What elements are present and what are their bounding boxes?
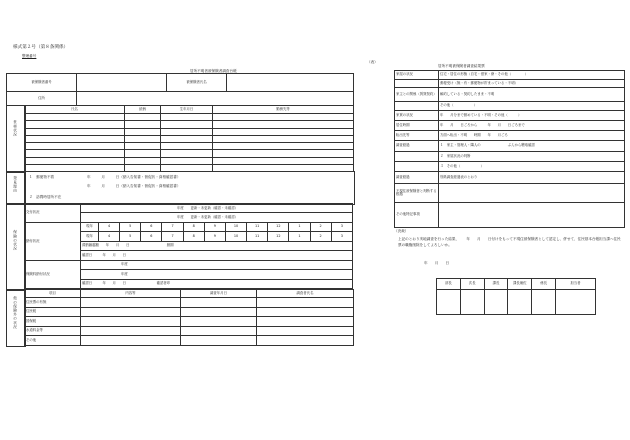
- current-year-label-1: 現年: [81, 222, 99, 231]
- status-table: [24, 203, 353, 289]
- other-cell[interactable]: [257, 317, 354, 327]
- insured-number-label: 被保険者番号: [7, 74, 77, 92]
- other-item-label: 住民票の有無: [25, 298, 81, 308]
- stamp-label: 部長: [437, 279, 461, 290]
- other-cell[interactable]: [257, 336, 354, 346]
- result-label: 家賃の状況: [395, 111, 439, 121]
- result-row: [395, 162, 625, 172]
- payment-label: 納付状況: [25, 222, 81, 260]
- result-value[interactable]: 方面へ転出・不明 時期 年 月ごろ: [439, 131, 625, 141]
- family-cell[interactable]: [25, 121, 125, 128]
- decision-date: 年 月 日: [424, 261, 450, 265]
- family-table: [24, 105, 354, 172]
- result-label: [395, 102, 439, 111]
- benefit-year-1: 年度: [81, 260, 353, 269]
- family-cell[interactable]: [125, 157, 161, 164]
- stamp-box[interactable]: [508, 290, 532, 315]
- result-value[interactable]: その他（ ）: [439, 102, 625, 111]
- result-row: [395, 152, 625, 162]
- stamp-box[interactable]: [460, 290, 484, 315]
- other-row: [25, 307, 354, 317]
- result-label: 不現住被保険者と判断する根拠: [395, 184, 439, 203]
- discovery-date-1: 年 月 日（納入告知書・督促状・資格確認書）: [87, 175, 181, 179]
- result-row: [395, 111, 625, 121]
- insured-number-value[interactable]: [77, 74, 167, 92]
- family-cell[interactable]: [213, 121, 354, 128]
- issue-year-1: 年度 更新・未更新（確認・未確認）: [81, 204, 353, 213]
- result-value[interactable]: [439, 203, 625, 228]
- month-cell: 3: [331, 222, 352, 231]
- discovery-section-box: [6, 171, 26, 205]
- other-cell[interactable]: [181, 336, 257, 346]
- family-cell[interactable]: [125, 143, 161, 150]
- month-cell: 10: [225, 232, 246, 241]
- family-cell[interactable]: [213, 157, 354, 164]
- discovery-date-2: 年 月 日（納入告知書・督促状・資格確認書）: [87, 184, 181, 188]
- result-value[interactable]: ３ その他（ ）: [439, 162, 625, 172]
- month-cell: 9: [204, 232, 225, 241]
- result-value[interactable]: 年 月分まで納めている・不明・その他（ ）: [439, 111, 625, 121]
- result-value[interactable]: 郵便受け（無・有・郵便物が貯まっている・不明）: [439, 80, 625, 88]
- result-value[interactable]: [439, 184, 625, 203]
- result-label: 調査経過: [395, 141, 439, 152]
- other-cell[interactable]: [181, 307, 257, 317]
- other-item-label: 国保税: [25, 317, 81, 327]
- family-row: [25, 157, 354, 164]
- other-item-label: 水道料金等: [25, 326, 81, 336]
- discovery-absent: ２ 訪問時居所不在: [29, 195, 62, 199]
- family-cell[interactable]: [213, 114, 354, 121]
- month-cell: 3: [331, 232, 352, 241]
- month-cell: 7: [162, 232, 183, 241]
- result-label: [395, 152, 439, 162]
- other-cell[interactable]: [257, 307, 354, 317]
- result-row: [395, 88, 625, 102]
- result-label: 居住時期: [395, 121, 439, 131]
- check-date-2: 確認日 年 月 日: [82, 281, 127, 286]
- result-label: 家屋の状況: [395, 71, 439, 80]
- family-row: [25, 143, 354, 150]
- family-cell[interactable]: [25, 143, 125, 150]
- result-label: 転出先等: [395, 131, 439, 141]
- result-value[interactable]: １ 家主・管理人・隣人の ぶんから聴取確認: [439, 141, 625, 152]
- family-row: [25, 121, 354, 128]
- result-row: [395, 203, 625, 228]
- arrears-row: [81, 241, 353, 250]
- family-section-label: 世帯状況: [13, 120, 18, 137]
- family-row: [25, 135, 354, 142]
- insured-header-table: [6, 73, 354, 106]
- month-cell: 8: [183, 222, 204, 231]
- other-col-item: 項目: [25, 290, 81, 298]
- other-cell[interactable]: [81, 336, 181, 346]
- result-value[interactable]: ２ 家屋状況の判断: [439, 152, 625, 162]
- stamp-table: [436, 278, 596, 315]
- other-row: [25, 336, 354, 346]
- other-cell[interactable]: [81, 326, 181, 336]
- family-cell[interactable]: [125, 121, 161, 128]
- result-label: その他特記事項: [395, 203, 439, 228]
- family-cell[interactable]: [161, 157, 213, 164]
- other-row: [25, 298, 354, 308]
- family-cell[interactable]: [25, 128, 125, 135]
- residence-value[interactable]: [77, 92, 354, 106]
- family-cell[interactable]: [125, 150, 161, 157]
- result-row: [395, 121, 625, 131]
- month-cell: 1: [289, 222, 310, 231]
- check-date-1: 確認日 年 月 日: [81, 251, 353, 260]
- month-cell: 10: [225, 222, 246, 231]
- result-row: [395, 71, 625, 80]
- result-label: 家主との関係（賃貸契約）: [395, 88, 439, 102]
- month-cell: 1: [289, 232, 310, 241]
- insured-name-value[interactable]: [227, 74, 354, 92]
- family-col-name: 氏名: [25, 106, 125, 114]
- result-row: [395, 172, 625, 184]
- status-section-box: [6, 203, 26, 291]
- month-cell: 2: [310, 222, 331, 231]
- stamp-label: 課長補佐: [508, 279, 532, 290]
- discovery-content: [24, 171, 355, 205]
- arrears-label: 滞納繰越額: [82, 243, 99, 248]
- month-cell: 12: [268, 232, 289, 241]
- other-table: [24, 289, 354, 346]
- family-cell[interactable]: [161, 135, 213, 142]
- result-value[interactable]: 解約している・契約したまま・不明: [439, 88, 625, 102]
- family-cell[interactable]: [161, 150, 213, 157]
- stamp-label: 次長: [460, 279, 484, 290]
- page-mark: （表）: [367, 60, 378, 64]
- checker-stamp-label: 確認者印: [156, 281, 171, 286]
- month-cell: 2: [310, 232, 331, 241]
- status-section-label: 保険の状況: [13, 230, 18, 251]
- family-section-box: [6, 105, 26, 173]
- family-col-birth: 生年月日: [161, 106, 213, 114]
- result-label: 調査経過: [395, 172, 439, 184]
- other-item-label: 住民税: [25, 307, 81, 317]
- issue-label: 交付状況: [25, 204, 81, 223]
- family-row: [25, 150, 354, 157]
- family-row: [25, 114, 354, 121]
- family-cell[interactable]: [25, 150, 125, 157]
- other-cell[interactable]: [181, 317, 257, 327]
- discovery-section-label: 発見理由: [13, 176, 18, 193]
- reference-number: 整理番号: [22, 54, 37, 58]
- month-cell: 4: [99, 222, 120, 231]
- stamp-box[interactable]: [556, 290, 596, 315]
- other-cell[interactable]: [81, 307, 181, 317]
- result-row: [395, 102, 625, 111]
- other-row: [25, 326, 354, 336]
- family-cell[interactable]: [213, 128, 354, 135]
- family-cell[interactable]: [125, 114, 161, 121]
- benefit-label: 保険料納付状況: [25, 260, 81, 288]
- other-cell[interactable]: [81, 317, 181, 327]
- stamp-label: 係長: [532, 279, 556, 290]
- issue-year-2: 年度 更新・未更新（確認・未確認）: [81, 213, 353, 222]
- family-cell[interactable]: [161, 114, 213, 121]
- month-cell: 5: [120, 222, 141, 231]
- family-cell[interactable]: [213, 135, 354, 142]
- other-section-label: 他の保険外の状況: [13, 296, 18, 329]
- stamp-box[interactable]: [532, 290, 556, 315]
- benefit-check-row: [81, 279, 353, 289]
- month-cell: 9: [204, 222, 225, 231]
- month-cell: 8: [183, 232, 204, 241]
- result-row: [395, 80, 625, 88]
- month-cell: 7: [162, 222, 183, 231]
- month-cell: 4: [99, 232, 120, 241]
- result-value[interactable]: 年 月 日ごろから 年 月 日ごろまで: [439, 121, 625, 131]
- family-cell[interactable]: [25, 135, 125, 142]
- current-year-label-2: 現年: [81, 232, 99, 241]
- result-table: [394, 70, 625, 228]
- form-number: 様式第２号（第８条関係）: [13, 45, 69, 50]
- other-cell[interactable]: [181, 326, 257, 336]
- result-value[interactable]: 別紙調査経過表のとおり: [439, 172, 625, 184]
- benefit-year-2: 年度: [81, 270, 353, 279]
- result-label: [395, 80, 439, 88]
- other-col-content: 内容等: [81, 290, 181, 298]
- family-cell[interactable]: [213, 143, 354, 150]
- stamp-box[interactable]: [484, 290, 508, 315]
- family-cell[interactable]: [161, 121, 213, 128]
- month-cell: 6: [141, 232, 162, 241]
- other-row: [25, 317, 354, 327]
- other-col-date: 調査年月日: [181, 290, 257, 298]
- family-cell[interactable]: [25, 157, 125, 164]
- right-title: 居所不明被保険者調査結果票: [438, 64, 485, 68]
- family-cell[interactable]: [161, 128, 213, 135]
- result-row: [395, 184, 625, 203]
- month-cell: 5: [120, 232, 141, 241]
- other-item-label: その他: [25, 336, 81, 346]
- arrears-date: 年 月 日: [105, 243, 130, 248]
- other-section-box: [6, 289, 26, 347]
- month-cell: 11: [247, 232, 268, 241]
- stamp-label: 担当者: [556, 279, 596, 290]
- family-col-work: 勤務先等: [213, 106, 354, 114]
- month-cell: 11: [247, 222, 268, 231]
- discovery-mail-undelivered: １ 郵便物不着: [29, 175, 55, 179]
- insured-name-label: 被保険者氏名: [167, 74, 227, 92]
- result-row: [395, 141, 625, 152]
- family-cell[interactable]: [125, 128, 161, 135]
- memo-text: 上記のとおり実地調査を行った結果、 年 月 日付けをもって不現住被保険者として認定し、併せて、住民基本台帳担当課へ住民票の職権削除をしてよろしいか。: [398, 237, 621, 247]
- family-col-relation: 続柄: [125, 106, 161, 114]
- memo-title: （決裁）: [394, 229, 409, 233]
- family-row: [25, 128, 354, 135]
- result-value[interactable]: 住宅・居住の形態（自宅・借家・寮・その他（ ）: [439, 71, 625, 80]
- other-cell[interactable]: [257, 326, 354, 336]
- left-title: 居所不明者被保険者調査台帳: [190, 69, 237, 73]
- other-cell[interactable]: [181, 298, 257, 308]
- stamp-box[interactable]: [437, 290, 461, 315]
- family-cell[interactable]: [25, 114, 125, 121]
- month-cell: 6: [141, 222, 162, 231]
- month-cell: 12: [268, 222, 289, 231]
- residence-label: 住所: [7, 92, 77, 106]
- other-cell[interactable]: [81, 298, 181, 308]
- other-cell[interactable]: [257, 298, 354, 308]
- payee-label: 納期: [166, 243, 174, 248]
- result-label: [395, 162, 439, 172]
- family-cell[interactable]: [125, 135, 161, 142]
- family-cell[interactable]: [161, 143, 213, 150]
- result-row: [395, 131, 625, 141]
- family-cell[interactable]: [213, 150, 354, 157]
- stamp-label: 課長: [484, 279, 508, 290]
- other-col-investigator: 調査者氏名: [257, 290, 354, 298]
